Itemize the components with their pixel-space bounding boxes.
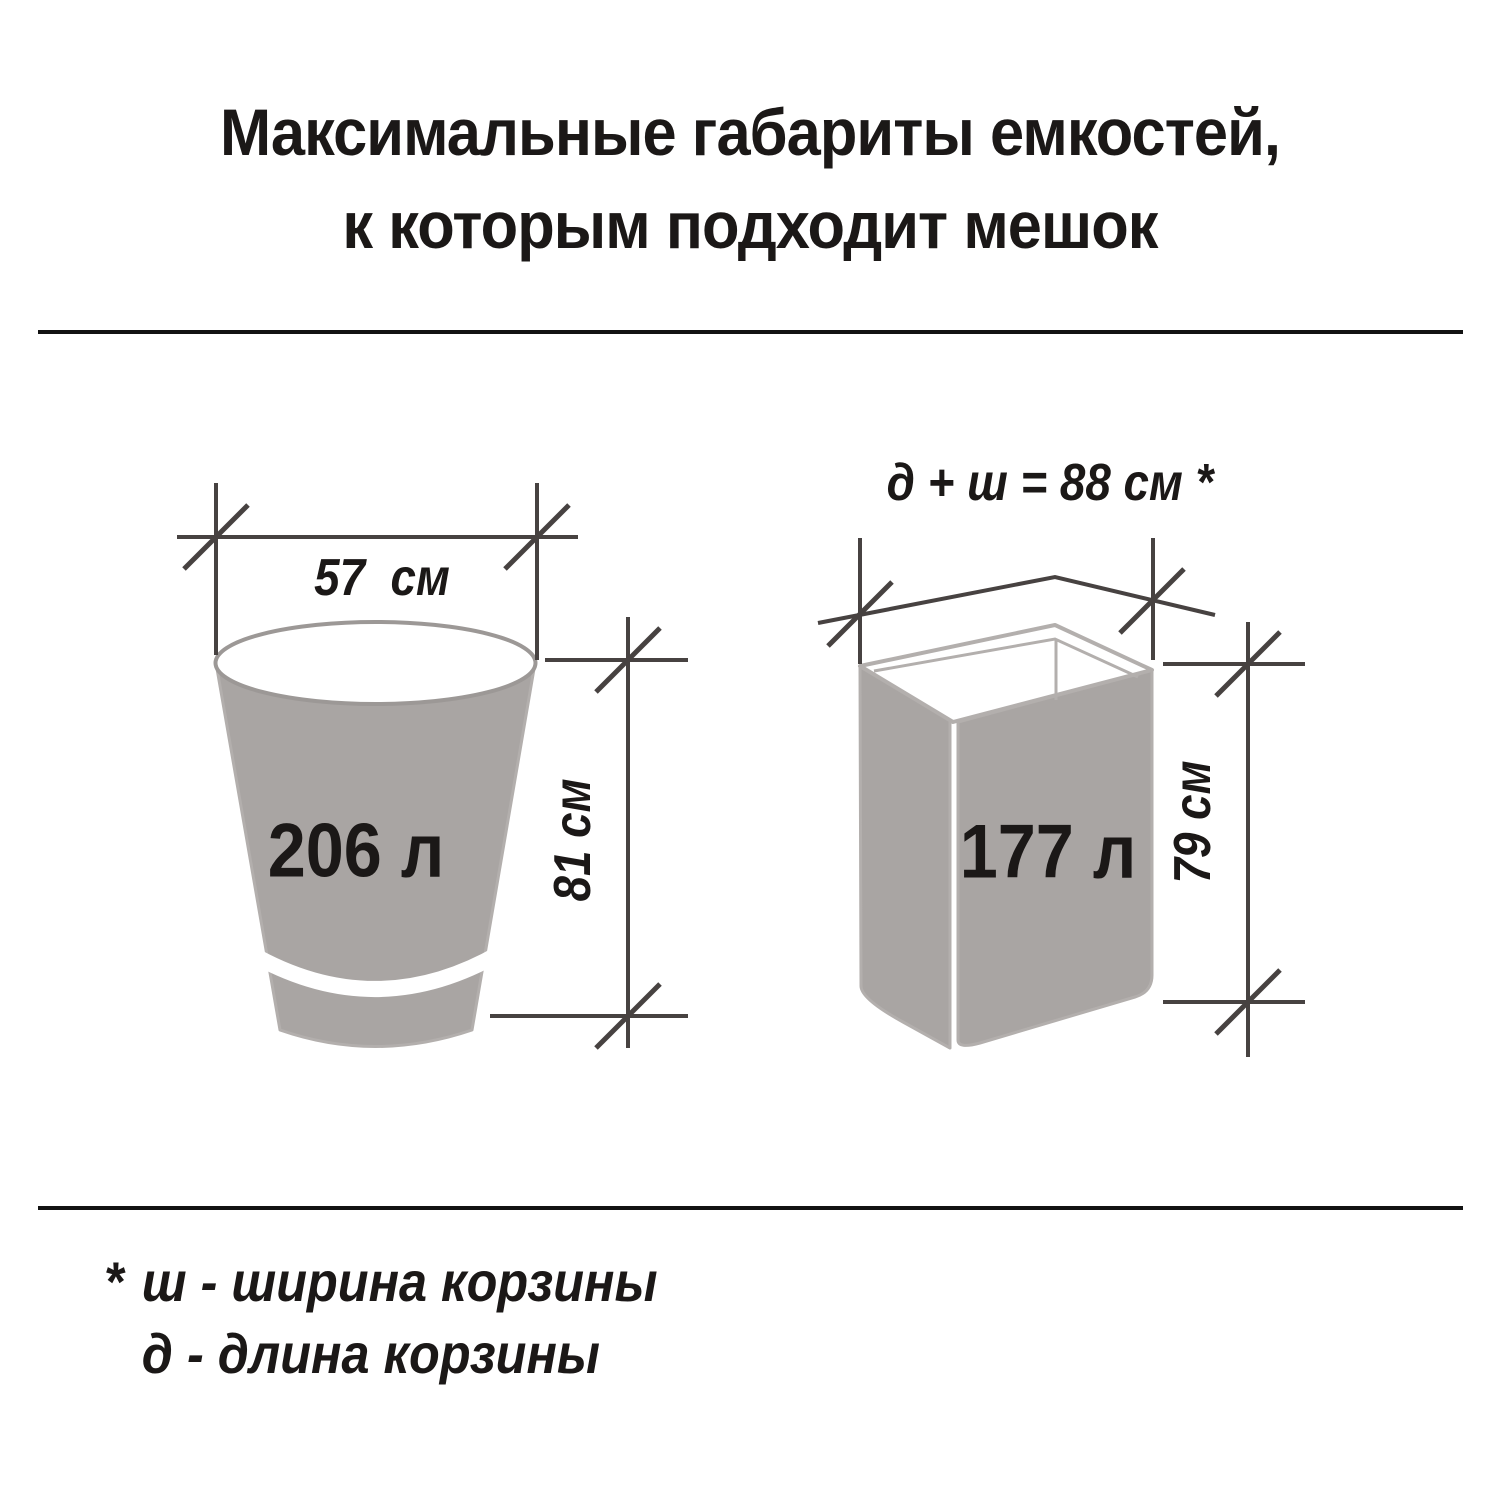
- footnote: [104, 1246, 658, 1390]
- bucket-volume-label: 206 л: [267, 808, 445, 894]
- title-line-2: к которым подходит мешок: [342, 188, 1158, 262]
- basket-left-face: [860, 666, 950, 1048]
- basket-volume-label: 177 л: [959, 809, 1137, 895]
- footnote-line-2: [104, 1318, 658, 1390]
- title-line-1: Максимальные габариты емкостей,: [219, 95, 1281, 169]
- footnote-text-width: ш - ширина корзины: [141, 1250, 658, 1313]
- footnote-line-1: [104, 1246, 658, 1318]
- bucket-rim: [216, 622, 536, 704]
- basket-height-label: 79 см: [1164, 760, 1222, 884]
- footnote-text-length: д - длина корзины: [141, 1322, 600, 1385]
- footnote-asterisk: *: [104, 1250, 124, 1313]
- bucket-height-label: 81 см: [544, 778, 602, 902]
- footnote-indent: [104, 1318, 142, 1390]
- bucket-width-label: 57 см: [314, 549, 450, 607]
- basket-top-label: д + ш = 88 см *: [886, 454, 1214, 512]
